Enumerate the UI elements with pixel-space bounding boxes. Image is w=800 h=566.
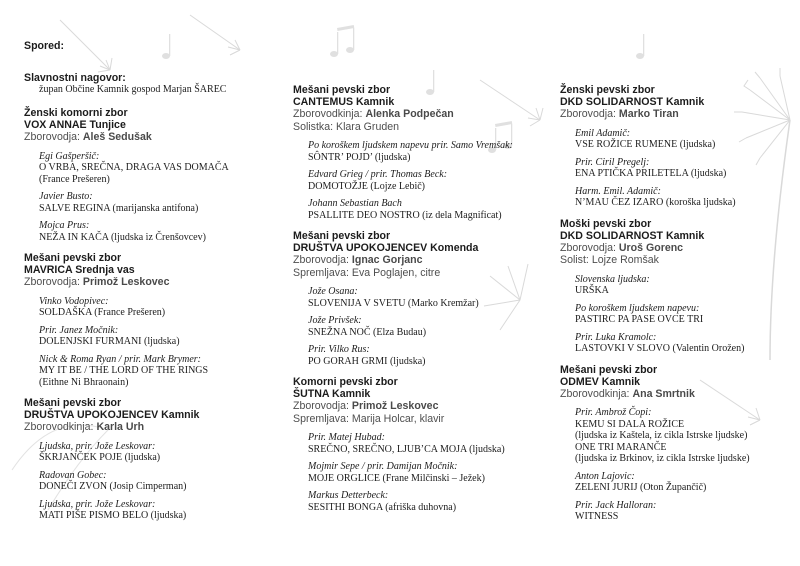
program-piece [308,461,543,484]
program-piece [39,151,286,186]
piece-title: SESITHI BONGA (afriška duhovna) [308,501,457,513]
piece-list [293,140,543,221]
role-person: Marko Tiran [618,108,679,120]
choir-name: ŠUTNA Kamnik [293,388,371,400]
column-2 [293,84,543,522]
choir-block [293,84,543,221]
piece-title: O VRBA, SREČNA, DRAGA VAS DOMAČA [39,162,229,173]
role-label: Spremljava: [293,266,349,279]
choir-type: Mešani pevski zbor [293,84,391,96]
role-person: Uroš Gorenc [618,241,684,254]
piece-list [293,432,543,513]
piece-author: Markus Detterbeck: [308,490,389,501]
choir-type: Ženski komorni zbor [24,107,128,119]
piece-title: MY IT BE / THE LORD OF THE RINGS [39,365,209,376]
piece-list [293,286,543,367]
program-piece [39,441,286,464]
choir-block [24,107,286,243]
choir-name: DRUŠTVA UPOKOJENCEV Kamnik [24,409,200,421]
choir-role [293,121,543,134]
program-piece [39,220,286,243]
piece-title: (France Prešeren) [39,173,110,185]
role-person: Ignac Gorjanc [351,254,423,266]
choir-role [293,400,543,413]
piece-title: VSE ROŽICE RUMENE (ljudska) [575,139,716,150]
piece-title: ŠKRJANČEK POJE (ljudska) [39,452,161,463]
piece-title: (ljudska iz Brkinov, iz cikla Istrske ljudske) [575,453,750,464]
piece-author: Prir. Matej Hubad: [308,432,385,443]
piece-author: Radovan Gobec: [39,469,107,481]
choir-block [24,397,286,522]
choir-type: Mešani pevski zbor [560,363,658,376]
piece-list [24,441,286,522]
piece-author: Prir. Jack Halloran: [575,499,657,511]
role-label: Solist: [560,254,589,266]
choir-name: DKD SOLIDARNOST Kamnik [560,96,705,108]
program-piece [308,490,543,513]
role-person: Ana Smrtnik [632,387,695,400]
choir-block [293,376,543,513]
program-piece [575,471,790,494]
piece-title: URŠKA [575,285,609,296]
piece-author: Jože Osana: [308,286,358,297]
piece-list [560,407,790,523]
choir-list [24,107,286,522]
piece-author: Mojmir Sepe / prir. Damijan Močnik: [308,461,458,472]
choir-block [24,252,286,388]
piece-title: ZELENI JURIJ (Oton Župančič) [575,482,707,493]
piece-title: SREČNO, SREČNO, LJUB’CA MOJA (ljudska) [308,443,505,455]
piece-title: SLOVENIJA V SVETU (Marko Kremžar) [308,297,479,309]
program-piece [39,499,286,522]
piece-author: Javier Busto: [39,191,93,202]
piece-title: DOMOTOŽJE (Lojze Lebič) [308,180,426,192]
piece-list [24,296,286,389]
piece-author: Prir. Vilko Rus: [308,344,370,355]
program-piece [575,407,790,465]
program-piece [39,191,286,214]
piece-title: SALVE REGINA (marijanska antifona) [39,202,199,214]
music-note-icon [330,25,354,57]
piece-title: SÔNTR’ POJD’ (ljudska) [308,151,411,163]
choir-role [560,242,790,255]
role-label: Zborovodkinja: [293,108,363,120]
choir-list [293,84,543,513]
piece-author: Anton Lajovic: [575,470,635,482]
opening-address [24,72,286,96]
piece-author: Nick & Roma Ryan / prir. Mark Brymer: [39,353,202,365]
choir-list [560,84,790,523]
piece-title: N’MAU ČEZ IZARO (koroška ljudska) [575,197,736,208]
piece-author: Prir. Ambrož Čopi: [575,407,652,418]
program-piece [575,274,790,297]
piece-title: MATI PIŠE PISMO BELO (ljudska) [39,510,187,521]
choir-type: Ženski pevski zbor [560,84,655,96]
piece-author: Slovenska ljudska: [575,273,650,285]
choir-name: DRUŠTVA UPOKOJENCEV Komenda [293,242,479,254]
piece-title: ENA PTIČKA PRILETELA (ljudska) [575,168,727,179]
choir-role [560,108,790,121]
role-person: Lojze Romšak [591,254,659,266]
page-title: Spored: [24,40,65,52]
choir-block [293,230,543,367]
role-person: Primož Leskovec [351,400,439,412]
piece-list [560,274,790,355]
piece-author: Prir. Janez Močnik: [39,324,119,336]
piece-list [560,128,790,209]
choir-type: Moški pevski zbor [560,217,652,230]
program-piece [39,470,286,493]
column-3 [560,84,790,532]
piece-author: Egi Gašperšič: [39,150,100,162]
piece-list [24,151,286,244]
program-piece [308,286,543,309]
piece-author: Harm. Emil. Adamič: [575,185,661,197]
opening-label: Slavnostni nagovor: [24,72,126,84]
role-person: Eva Poglajen, citre [351,266,441,279]
choir-role [293,254,543,267]
piece-title: KEMU SI DALA ROŽICE [575,418,685,430]
program-piece [575,128,790,151]
program-piece [308,198,543,221]
piece-title: LASTOVKI V SLOVO (Valentin Orožen) [575,343,745,354]
piece-title: PSALLITE DEO NOSTRO (iz dela Magnificat) [308,209,502,221]
piece-title: NEŽA IN KAČA (ljudska iz Črenšovcev) [39,231,206,243]
role-label: Spremljava: [293,412,349,425]
choir-block [560,84,790,209]
piece-author: Ljudska, prir. Jože Leskovar: [39,440,156,452]
program-piece [39,325,286,348]
role-label: Zborovodja: [560,241,616,254]
role-person: Karla Urh [96,421,145,433]
piece-title: ONE TRI MARANČE [575,441,667,453]
piece-author: Ljudska, prir. Jože Leskovar: [39,498,156,510]
choir-name: DKD SOLIDARNOST Kamnik [560,229,705,242]
choir-role [293,108,543,121]
program-piece [308,315,543,338]
role-person: Marija Holcar, klavir [351,412,445,425]
piece-title: (Eithne Ni Bhraonain) [39,376,129,388]
piece-author: Mojca Prus: [39,220,90,231]
piece-author: Prir. Ciril Pregelj: [575,156,650,168]
column-1 [24,40,286,531]
choir-role [293,413,543,426]
program-piece [575,157,790,180]
choir-role [24,276,286,289]
role-label: Zborovodja: [293,400,349,412]
piece-title: WITNESS [575,511,619,522]
choir-role [560,388,790,401]
role-label: Zborovodja: [560,108,616,120]
role-person: Klara Gruden [336,120,400,133]
role-label: Zborovodkinja: [560,387,630,400]
role-label: Solistka: [293,120,334,133]
role-person: Aleš Sedušak [82,131,152,143]
choir-role [293,267,543,280]
program-piece [308,432,543,455]
program-piece [39,296,286,319]
program-piece [308,140,543,163]
choir-role [24,131,286,144]
choir-name: ODMEV Kamnik [560,375,641,388]
piece-title: SNEŽNA NOČ (Elza Budau) [308,326,427,338]
choir-type: Mešani pevski zbor [24,397,122,409]
piece-title: MOJE ORGLICE (Frane Milčinski – Ježek) [308,472,485,484]
program-piece [575,186,790,209]
choir-type: Mešani pevski zbor [24,252,122,264]
music-note-icon [636,34,644,59]
program-piece [308,344,543,367]
role-person: Alenka Podpečan [365,108,454,120]
piece-author: Jože Privšek: [308,315,362,326]
program-piece [308,169,543,192]
piece-title: PO GORAH GRMI (ljudska) [308,355,426,367]
choir-name: VOX ANNAE Tunjice [24,119,126,131]
program-piece [39,354,286,389]
role-label: Zborovodja: [24,131,80,143]
role-label: Zborovodkinja: [24,421,94,433]
role-person: Primož Leskovec [82,276,170,288]
piece-author: Po koroškem ljudskem napevu: [575,302,700,314]
choir-type: Mešani pevski zbor [293,230,391,242]
role-label: Zborovodja: [24,276,80,288]
piece-author: Emil Adamič: [575,127,631,139]
piece-author: Prir. Luka Kramolc: [575,331,657,343]
program-piece [575,500,790,523]
piece-author: Edvard Grieg / prir. Thomas Beck: [308,169,448,180]
piece-author: Johann Sebastian Bach [308,198,402,209]
piece-title: DONEČI ZVON (Josip Cimperman) [39,481,187,492]
piece-author: Po koroškem ljudskem napevu prir. Samo Vremšak: [308,140,513,151]
choir-role [560,254,790,267]
program-piece [575,332,790,355]
choir-block [560,218,790,355]
role-label: Zborovodja: [293,254,349,266]
choir-type: Komorni pevski zbor [293,376,398,388]
opening-speaker: župan Občine Kamnik gospod Marjan ŠAREC [39,84,227,95]
piece-title: (ljudska iz Kaštela, iz cikla Istrske ljudske) [575,430,748,441]
piece-title: SOLDAŠKA (France Prešeren) [39,307,166,318]
choir-name: CANTEMUS Kamnik [293,96,395,108]
piece-title: DOLENJSKI FURMANI (ljudska) [39,336,180,347]
program-piece [575,303,790,326]
piece-title: PASTIRC PA PASE OVCE TRI [575,314,704,325]
choir-block [560,364,790,523]
piece-author: Vinko Vodopivec: [39,295,109,307]
choir-name: MAVRICA Srednja vas [24,264,135,276]
choir-role [24,421,286,434]
